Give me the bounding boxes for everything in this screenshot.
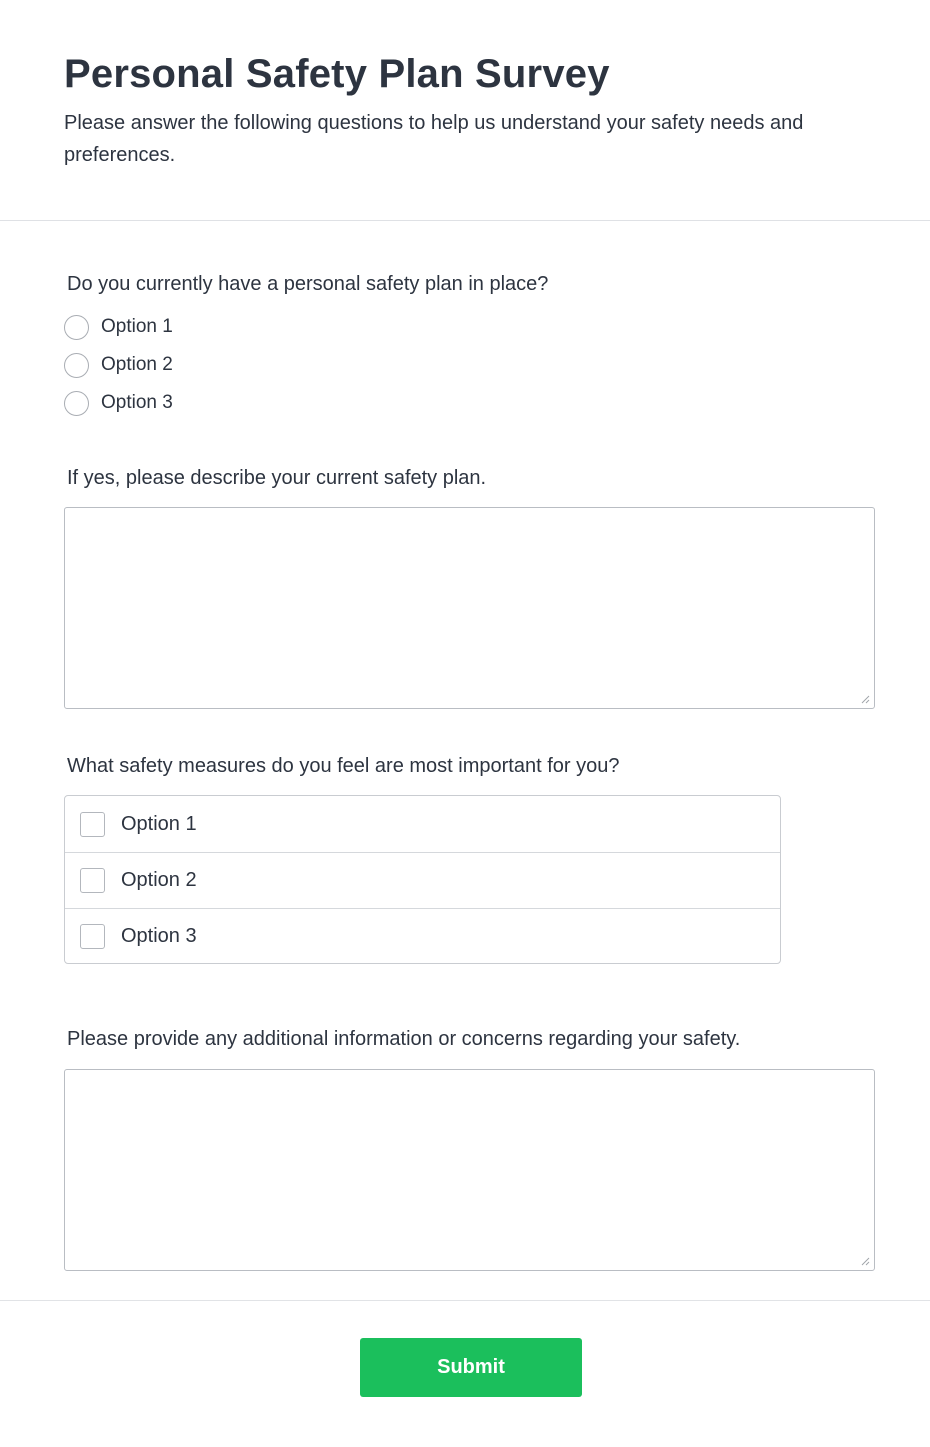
page-title: Personal Safety Plan Survey [64, 52, 610, 96]
safety-measures-checkbox-group [64, 795, 781, 964]
submit-button[interactable]: Submit [360, 1338, 582, 1397]
radio-button[interactable] [64, 353, 89, 378]
survey-header [0, 0, 930, 221]
question-2-label: If yes, please describe your current safety plan. [67, 467, 487, 489]
radio-option-label: Option 1 [101, 316, 173, 337]
footer-divider [0, 1300, 930, 1301]
question-1-label: Do you currently have a personal safety plan in place? [67, 273, 549, 295]
question-4-label: Please provide any additional information or concerns regarding your safety. [67, 1028, 741, 1050]
page-subtitle: Please answer the following questions to help us understand your safety needs and preferences. [64, 112, 804, 166]
resize-handle-icon[interactable] [860, 694, 870, 704]
checkbox[interactable] [80, 924, 105, 949]
checkbox-option-label: Option 1 [121, 812, 197, 835]
radio-button[interactable] [64, 391, 89, 416]
safety-plan-textarea[interactable] [64, 507, 875, 709]
resize-handle-icon[interactable] [860, 1256, 870, 1266]
radio-option-label: Option 2 [101, 354, 173, 375]
q1-radio-option-3[interactable] [64, 390, 173, 416]
radio-option-label: Option 3 [101, 392, 173, 413]
radio-button[interactable] [64, 315, 89, 340]
checkbox-option-label: Option 2 [121, 869, 197, 891]
q1-radio-option-2[interactable] [64, 352, 173, 378]
q3-checkbox-option-1[interactable] [65, 796, 780, 852]
checkbox[interactable] [80, 812, 105, 837]
q1-radio-option-1[interactable] [64, 314, 173, 340]
additional-info-textarea[interactable] [64, 1069, 875, 1271]
q3-checkbox-option-2[interactable] [65, 852, 780, 908]
checkbox[interactable] [80, 868, 105, 893]
checkbox-option-label: Option 3 [121, 925, 197, 947]
question-3-label: What safety measures do you feel are most important for you? [67, 755, 620, 777]
q3-checkbox-option-3[interactable] [65, 908, 780, 964]
